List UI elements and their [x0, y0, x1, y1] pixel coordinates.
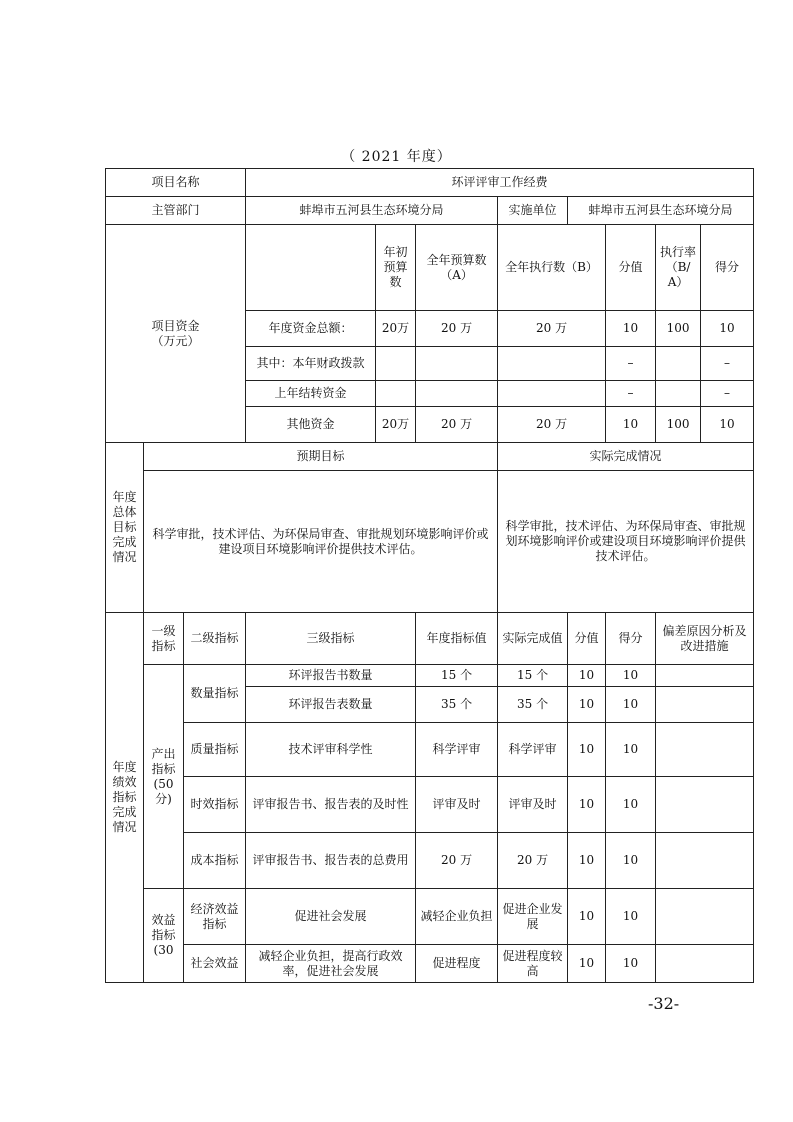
funds-row-executed: [498, 381, 606, 407]
table-row: [106, 889, 754, 945]
funds-row-annual: 20 万: [416, 311, 498, 347]
dept-row: [106, 197, 754, 225]
funds-row-label: 上年结转资金: [246, 381, 376, 407]
header-executed: 全年执行数（B）: [498, 225, 606, 311]
actual-result-text: 科学审批，技术评估、为环保局审查、审批规划环境影响评价或建设项目环境影响评价提供技术评估。: [498, 471, 754, 613]
funds-row-initial: 20万: [376, 407, 416, 443]
funds-row-executed: 20 万: [498, 311, 606, 347]
level2-cell: 质量指标: [184, 723, 246, 777]
goal-content-row: [106, 471, 754, 613]
table-row: [106, 777, 754, 833]
deviation-cell: [656, 723, 754, 777]
funds-row-rate: [656, 381, 701, 407]
deviation-cell: [656, 687, 754, 723]
funds-row-score: 10: [701, 407, 754, 443]
funds-row-label: 年度资金总额：: [246, 311, 376, 347]
unit-label: 实施单位: [498, 197, 568, 225]
performance-header-row: [106, 613, 754, 665]
target-cell: 20 万: [416, 833, 498, 889]
target-cell: 15 个: [416, 665, 498, 687]
overall-goal-section-label: 年度总体目标完成情况: [106, 443, 144, 613]
funds-row-initial: 20万: [376, 311, 416, 347]
actual-cell: 科学评审: [498, 723, 568, 777]
level2-cell: 成本指标: [184, 833, 246, 889]
level2-cell: 数量指标: [184, 665, 246, 723]
page-number: -32-: [648, 994, 680, 1013]
header-level3: 三级指标: [246, 613, 416, 665]
actual-cell: 促进程度较高: [498, 945, 568, 983]
header-actual: 实际完成值: [498, 613, 568, 665]
level3-cell: 环评报告表数量: [246, 687, 416, 723]
dept-label: 主管部门: [106, 197, 246, 225]
table-row: [106, 723, 754, 777]
deviation-cell: [656, 833, 754, 889]
funds-label-text: 项目资金（万元）: [151, 318, 200, 348]
funds-row-executed: 20 万: [498, 407, 606, 443]
header-perf-score-value: 分值: [568, 613, 606, 665]
deviation-cell: [656, 945, 754, 983]
funds-row-initial: [376, 381, 416, 407]
header-score-value: 分值: [606, 225, 656, 311]
funds-row-rate: 100: [656, 311, 701, 347]
actual-cell: 评审及时: [498, 777, 568, 833]
header-execution-rate: 执行率（B/A）: [656, 225, 701, 311]
score-cell: 10: [606, 777, 656, 833]
target-cell: 促进程度: [416, 945, 498, 983]
funds-row-score-value: –: [606, 347, 656, 381]
table-row: [106, 833, 754, 889]
score-cell: 10: [606, 665, 656, 687]
target-cell: 减轻企业负担: [416, 889, 498, 945]
level3-cell: 评审报告书、报告表的总费用: [246, 833, 416, 889]
funds-row-rate: 100: [656, 407, 701, 443]
header-level2: 二级指标: [184, 613, 246, 665]
actual-cell: 15 个: [498, 665, 568, 687]
target-cell: 科学评审: [416, 723, 498, 777]
score-value-cell: 10: [568, 723, 606, 777]
score-value-cell: 10: [568, 945, 606, 983]
project-name-row: [106, 169, 754, 197]
funds-header-row: [106, 225, 754, 311]
score-cell: 10: [606, 945, 656, 983]
funds-row-score-value: 10: [606, 311, 656, 347]
header-target: 年度指标值: [416, 613, 498, 665]
funds-row-score: 10: [701, 311, 754, 347]
score-value-cell: 10: [568, 777, 606, 833]
score-value-cell: 10: [568, 889, 606, 945]
score-value-cell: 10: [568, 665, 606, 687]
score-cell: 10: [606, 833, 656, 889]
funds-label: [106, 225, 246, 443]
level3-cell: 环评报告书数量: [246, 665, 416, 687]
header-annual-budget: 全年预算数（A）: [416, 225, 498, 311]
header-score: 得分: [701, 225, 754, 311]
funds-row-initial: [376, 347, 416, 381]
header-initial-budget: 年初预算数: [376, 225, 416, 311]
goal-header-row: [106, 443, 754, 471]
funds-row-label: 其他资金: [246, 407, 376, 443]
performance-section-label: 年度绩效指标完成情况: [106, 613, 144, 983]
funds-row-score-value: 10: [606, 407, 656, 443]
actual-cell: 20 万: [498, 833, 568, 889]
level2-cell: 经济效益指标: [184, 889, 246, 945]
deviation-cell: [656, 777, 754, 833]
deviation-cell: [656, 889, 754, 945]
funds-row-score: –: [701, 347, 754, 381]
level2-cell: 时效指标: [184, 777, 246, 833]
project-name-label: 项目名称: [106, 169, 246, 197]
actual-cell: 促进企业发展: [498, 889, 568, 945]
expected-goal-text: 科学审批，技术评估、为环保局审查、审批规划环境影响评价或建设项目环境影响评价提供技术评估。: [144, 471, 498, 613]
table-caption: （ 2021 年度）: [341, 149, 452, 165]
funds-row-score-value: –: [606, 381, 656, 407]
score-cell: 10: [606, 723, 656, 777]
funds-row-annual: [416, 347, 498, 381]
benefit-indicator-label: 效益指标(30: [144, 889, 184, 983]
funds-header-blank: [246, 225, 376, 311]
score-cell: 10: [606, 687, 656, 723]
level3-cell: 技术评审科学性: [246, 723, 416, 777]
funds-row-annual: 20 万: [416, 407, 498, 443]
funds-row-executed: [498, 347, 606, 381]
funds-row-score: –: [701, 381, 754, 407]
level2-cell: 社会效益: [184, 945, 246, 983]
dept-value: 蚌埠市五河县生态环境分局: [246, 197, 498, 225]
level3-cell: 评审报告书、报告表的及时性: [246, 777, 416, 833]
expected-goal-header: 预期目标: [144, 443, 498, 471]
score-value-cell: 10: [568, 833, 606, 889]
level3-cell: 减轻企业负担，提高行政效率，促进社会发展: [246, 945, 416, 983]
table-row: [106, 945, 754, 983]
target-cell: 评审及时: [416, 777, 498, 833]
level3-cell: 促进社会发展: [246, 889, 416, 945]
project-name-value: 环评评审工作经费: [246, 169, 754, 197]
score-cell: 10: [606, 889, 656, 945]
funds-row-label: 其中：本年财政拨款: [246, 347, 376, 381]
deviation-cell: [656, 665, 754, 687]
header-deviation: 偏差原因分析及改进措施: [656, 613, 754, 665]
table-row: [106, 665, 754, 687]
actual-result-header: 实际完成情况: [498, 443, 754, 471]
unit-value: 蚌埠市五河县生态环境分局: [568, 197, 754, 225]
output-indicator-label: 产出指标(50分): [144, 665, 184, 889]
actual-cell: 35 个: [498, 687, 568, 723]
score-value-cell: 10: [568, 687, 606, 723]
funds-row-annual: [416, 381, 498, 407]
target-cell: 35 个: [416, 687, 498, 723]
header-level1: 一级指标: [144, 613, 184, 665]
funds-row-rate: [656, 347, 701, 381]
header-perf-score: 得分: [606, 613, 656, 665]
performance-evaluation-table: [105, 168, 754, 983]
